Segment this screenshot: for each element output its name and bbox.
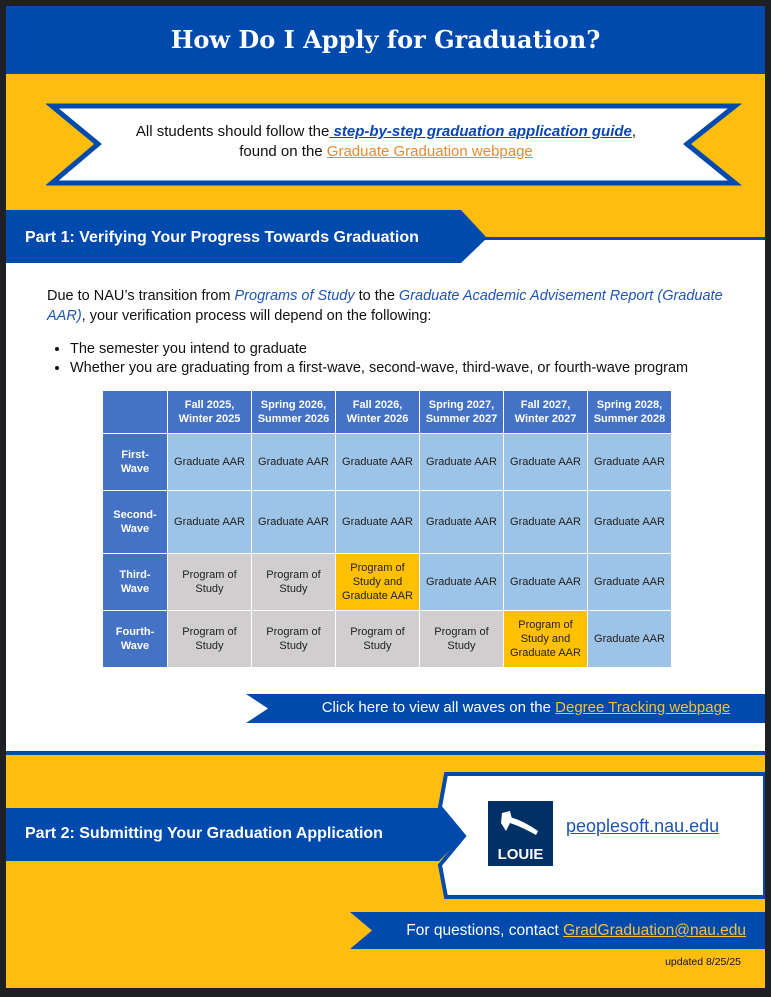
table-row [103, 554, 672, 611]
ribbon-text-part: All students should follow the [135, 123, 330, 140]
table-cell: Graduate AAR [168, 491, 252, 554]
table-cell: Program of Study [168, 554, 252, 611]
table-cell: Program of Study and Graduate AAR [336, 554, 420, 611]
table-cell: Graduate AAR [252, 434, 336, 491]
wave-table [102, 390, 672, 668]
table-cell: Graduate AAR [336, 491, 420, 554]
table-cell: Program of Study [420, 611, 504, 668]
intro-text: Due to NAU’s transition from [47, 288, 235, 304]
updated-date: updated 8/25/25 [665, 956, 741, 968]
column-header: Fall 2026, Winter 2026 [336, 391, 420, 434]
table-cell: Graduate AAR [504, 434, 588, 491]
intro-text: to the [354, 288, 399, 304]
table-row [103, 434, 672, 491]
column-header: Fall 2025, Winter 2025 [168, 391, 252, 434]
table-cell: Program of Study and Graduate AAR [504, 611, 588, 668]
table-cell: Graduate AAR [588, 491, 672, 554]
louie-logo[interactable] [488, 801, 553, 866]
table-cell: Graduate AAR [336, 434, 420, 491]
row-header: First- Wave [103, 434, 168, 491]
table-cell: Graduate AAR [420, 554, 504, 611]
guide-link[interactable]: step-by-step graduation application guide [329, 123, 632, 140]
part1-heading: Part 1: Verifying Your Progress Towards Graduation [25, 229, 419, 246]
degree-tracking-link[interactable]: Degree Tracking webpage [555, 699, 731, 716]
table-cell: Graduate AAR [504, 491, 588, 554]
waves-banner-text: Click here to view all waves on the [321, 699, 556, 716]
table-cell: Program of Study [168, 611, 252, 668]
part2-heading: Part 2: Submitting Your Graduation Application [25, 825, 383, 842]
graduate-aar-term: Graduate Academic Advisement Report (Graduate AAR) [47, 288, 723, 324]
table-cell: Program of Study [336, 611, 420, 668]
table-cell: Graduate AAR [168, 434, 252, 491]
questions-text: For questions, contact [406, 922, 564, 939]
list-item: • The semester you intend to graduate [70, 340, 765, 359]
corner-cell [103, 391, 168, 434]
row-header: Second- Wave [103, 491, 168, 554]
ribbon-text-part: , [631, 123, 637, 140]
column-header: Spring 2026, Summer 2026 [252, 391, 336, 434]
email-link[interactable]: GradGraduation@nau.edu [563, 922, 746, 939]
ribbon-text-part: found on the [239, 143, 327, 160]
column-header: Spring 2027, Summer 2027 [420, 391, 504, 434]
column-header: Spring 2028, Summer 2028 [588, 391, 672, 434]
questions-banner [386, 912, 746, 949]
intro-text: , your verification process will depend on the following: [81, 308, 432, 324]
axe-icon [498, 809, 544, 841]
louie-logo-text: LOUIE [497, 846, 544, 863]
table-cell: Graduate AAR [504, 554, 588, 611]
peoplesoft-link[interactable]: peoplesoft.nau.edu [566, 816, 720, 836]
part1-intro [47, 286, 727, 326]
table-cell: Graduate AAR [588, 554, 672, 611]
table-cell: Graduate AAR [420, 491, 504, 554]
table-cell: Program of Study [252, 554, 336, 611]
intro-ribbon-text [96, 122, 676, 162]
table-cell: Graduate AAR [588, 434, 672, 491]
page-title: How Do I Apply for Graduation? [170, 25, 601, 54]
criteria-list [47, 340, 765, 378]
flyer-page [6, 6, 765, 988]
table-cell: Program of Study [252, 611, 336, 668]
programs-of-study-term: Programs of Study [234, 288, 355, 304]
column-header: Fall 2027, Winter 2027 [504, 391, 588, 434]
table-row [103, 611, 672, 668]
row-header: Fourth- Wave [103, 611, 168, 668]
table-header-row [103, 391, 672, 434]
table-cell: Graduate AAR [420, 434, 504, 491]
table-row [103, 491, 672, 554]
waves-banner [306, 694, 746, 722]
row-header: Third- Wave [103, 554, 168, 611]
table-cell: Graduate AAR [588, 611, 672, 668]
graduate-graduation-webpage-link[interactable]: Graduate Graduation webpage [326, 143, 533, 160]
list-item: • Whether you are graduating from a first-wave, second-wave, third-wave, or fourth-wave program [70, 359, 765, 378]
table-cell: Graduate AAR [252, 491, 336, 554]
